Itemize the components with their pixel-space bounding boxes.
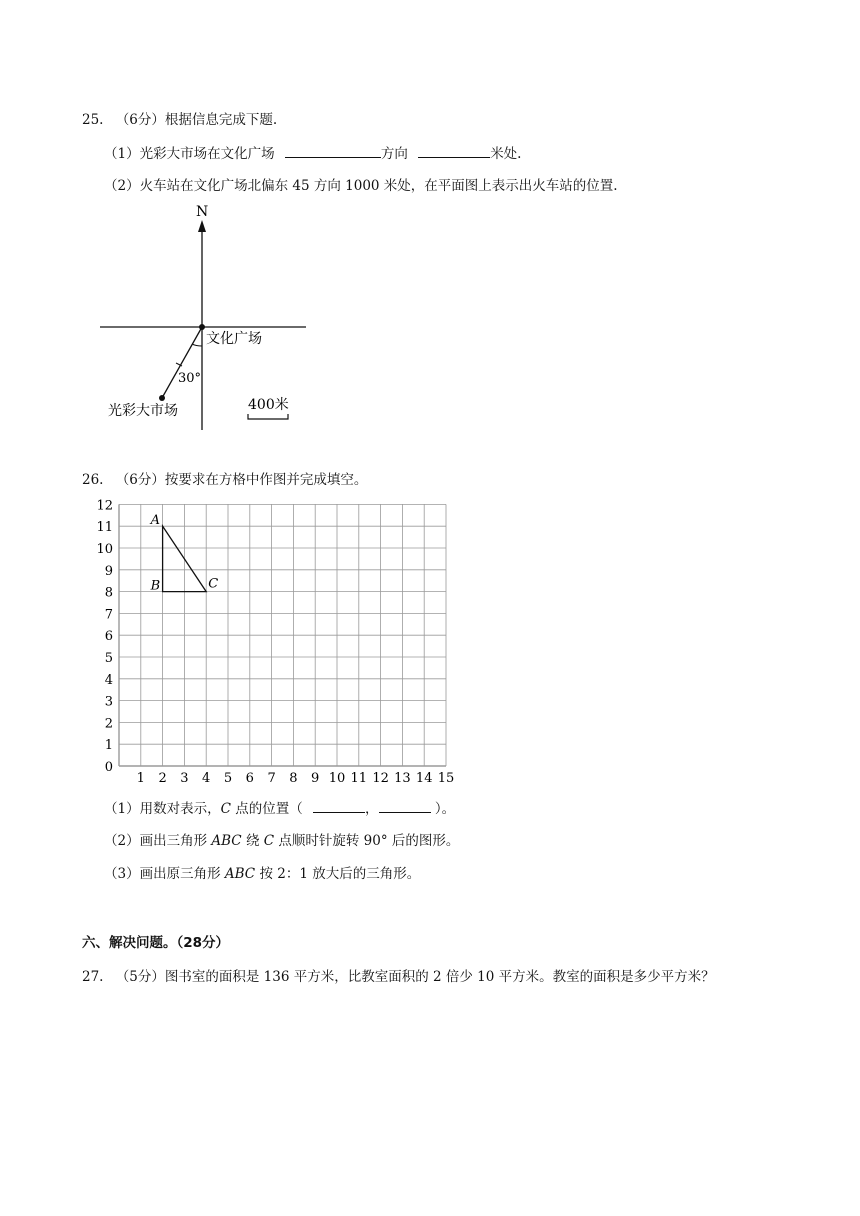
- q27-stem: 图书室的面积是 136 平方米，比教室面积的 2 倍少 10 平方米。教室的面积是多少平方米？: [164, 969, 715, 985]
- q25-points: （6分）: [115, 112, 165, 128]
- y-tick-label: 4: [104, 672, 113, 688]
- q26-stem: 按要求在方格中作图并完成填空。: [164, 472, 368, 488]
- q25-number: 25.: [82, 112, 104, 128]
- origin-label: 文化广场: [206, 331, 262, 347]
- y-tick-label: 10: [96, 542, 113, 557]
- q25-part1-text: （1）光彩大市场在文化广场: [104, 146, 275, 162]
- q26-part3-text2: 按 2：1 放大后的三角形。: [259, 866, 421, 882]
- scale-bar: [248, 414, 288, 419]
- x-tick-label: 6: [245, 771, 254, 786]
- q26-part1-close: ）。: [434, 801, 456, 817]
- section-6-title: 六、解决问题。（28分）: [82, 935, 230, 951]
- y-tick-label: 7: [104, 607, 113, 623]
- q25-part2: （2）火车站在文化广场北偏东 45 方向 1000 米处，在平面图上表示出火车站的位置.: [104, 178, 618, 194]
- q26-part1-point-c: C: [220, 801, 231, 817]
- q25-direction-blank[interactable]: [285, 143, 381, 158]
- q25-part1-direction: 方向: [380, 146, 408, 162]
- q25-part1: [104, 143, 521, 164]
- x-tick-label: 3: [180, 771, 189, 786]
- q25-heading: [82, 110, 277, 130]
- x-tick-label: 11: [350, 771, 368, 786]
- q26-part1-text2: 点的位置（: [235, 801, 303, 817]
- q26-part3-text: （3）画出原三角形: [104, 866, 221, 882]
- q25-stem: 根据信息完成下题.: [164, 112, 278, 128]
- x-tick-label: 12: [372, 771, 389, 786]
- q25-distance-blank[interactable]: [418, 143, 490, 158]
- q26-part2-point-c: C: [263, 833, 275, 849]
- q26-part2-text: （2）画出三角形: [104, 833, 208, 849]
- market-point: [159, 395, 165, 401]
- scale-label: 400米: [248, 397, 289, 413]
- vertex-c-label: C: [208, 576, 219, 592]
- x-tick-label: 10: [328, 771, 346, 786]
- q27-number: 27.: [82, 969, 104, 985]
- x-tick-label: 1: [136, 771, 145, 786]
- x-tick-label: 14: [415, 771, 433, 786]
- market-label: 光彩大市场: [108, 403, 178, 419]
- x-tick-label: 7: [267, 771, 276, 786]
- q27-points: （5分）: [115, 969, 165, 985]
- x-tick-label: 8: [289, 771, 298, 786]
- x-tick-label: 5: [223, 771, 233, 786]
- y-tick-label: 1: [104, 738, 113, 754]
- x-tick-label: 13: [394, 771, 411, 786]
- vertex-b-label: B: [150, 578, 161, 594]
- angle-arc: [192, 344, 202, 346]
- y-tick-label: 9: [104, 563, 113, 579]
- q26-part2: [104, 831, 459, 851]
- q26-part2-text2: 绕: [245, 833, 260, 849]
- q26-part2-triangle: ABC: [211, 833, 242, 849]
- y-tick-label: 2: [104, 716, 113, 732]
- north-arrowhead: [198, 220, 206, 232]
- q27: [82, 967, 715, 987]
- q26-part1-sep: ，: [365, 801, 379, 817]
- x-tick-label: 4: [202, 771, 211, 786]
- market-line: [162, 327, 202, 398]
- q26-part2-text3: 点顺时针旋转 90° 后的图形。: [278, 833, 460, 849]
- coordinate-grid: [96, 498, 466, 788]
- q26-part3: [104, 864, 420, 884]
- q26-heading: [82, 470, 367, 490]
- y-tick-label: 11: [96, 520, 113, 536]
- x-tick-label: 2: [158, 771, 167, 786]
- q26-row-blank[interactable]: [379, 798, 431, 813]
- q26-part3-triangle: ABC: [224, 866, 256, 882]
- q26-column-blank[interactable]: [313, 798, 365, 813]
- q25-part1-unit: 米处.: [490, 146, 522, 162]
- y-tick-label: 6: [104, 629, 113, 645]
- y-tick-label: 3: [104, 694, 113, 710]
- y-tick-label: 0: [104, 760, 113, 775]
- direction-map: [90, 198, 320, 433]
- q26-points: （6分）: [115, 472, 165, 488]
- q26-number: 26.: [82, 472, 104, 488]
- y-tick-label: 8: [104, 585, 113, 601]
- north-label: N: [196, 204, 209, 220]
- x-tick-label: 9: [311, 771, 320, 786]
- y-tick-label: 5: [104, 651, 113, 666]
- y-tick-label: 12: [96, 498, 113, 514]
- angle-label: 30°: [178, 371, 202, 386]
- q26-part1-text: （1）用数对表示，: [104, 801, 221, 817]
- q26-part1: [104, 798, 455, 819]
- vertex-a-label: A: [150, 513, 160, 529]
- x-tick-label: 15: [437, 771, 455, 786]
